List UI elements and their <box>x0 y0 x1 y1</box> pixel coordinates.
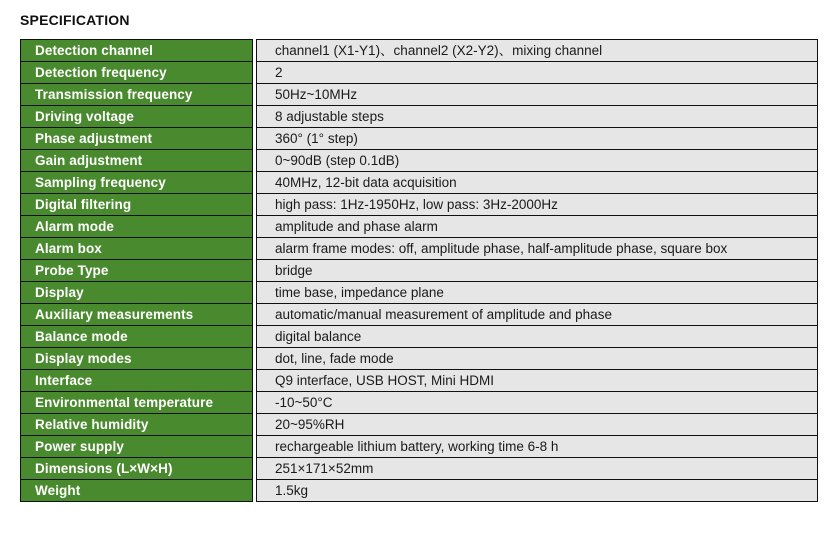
spec-label: Detection channel <box>21 40 253 62</box>
page-title: SPECIFICATION <box>20 12 130 28</box>
spec-table <box>20 39 818 502</box>
spec-value: 1.5kg <box>257 480 818 502</box>
spec-label: Gain adjustment <box>21 150 253 172</box>
spec-label: Environmental temperature <box>21 392 253 414</box>
table-row <box>21 260 818 282</box>
spec-label: Detection frequency <box>21 62 253 84</box>
spec-value: 8 adjustable steps <box>257 106 818 128</box>
spec-label: Power supply <box>21 436 253 458</box>
spec-label: Auxiliary measurements <box>21 304 253 326</box>
spec-value: 50Hz~10MHz <box>257 84 818 106</box>
spec-label: Balance mode <box>21 326 253 348</box>
table-row <box>21 106 818 128</box>
spec-label: Interface <box>21 370 253 392</box>
table-row <box>21 392 818 414</box>
spec-label: Weight <box>21 480 253 502</box>
spec-value: time base, impedance plane <box>257 282 818 304</box>
table-row <box>21 304 818 326</box>
spec-label: Alarm mode <box>21 216 253 238</box>
spec-label: Alarm box <box>21 238 253 260</box>
spec-value: bridge <box>257 260 818 282</box>
table-row <box>21 194 818 216</box>
table-row <box>21 150 818 172</box>
table-row <box>21 458 818 480</box>
spec-label: Dimensions (L×W×H) <box>21 458 253 480</box>
spec-label: Display <box>21 282 253 304</box>
spec-value: rechargeable lithium battery, working time 6-8 h <box>257 436 818 458</box>
spec-label: Transmission frequency <box>21 84 253 106</box>
spec-value: automatic/manual measurement of amplitude and phase <box>257 304 818 326</box>
spec-value: amplitude and phase alarm <box>257 216 818 238</box>
spec-label: Digital filtering <box>21 194 253 216</box>
spec-value: 0~90dB (step 0.1dB) <box>257 150 818 172</box>
spec-value: digital balance <box>257 326 818 348</box>
table-row <box>21 480 818 502</box>
spec-value: 360° (1° step) <box>257 128 818 150</box>
table-row <box>21 40 818 62</box>
table-row <box>21 436 818 458</box>
spec-value: alarm frame modes: off, amplitude phase, half-amplitude phase, square box <box>257 238 818 260</box>
spec-value: high pass: 1Hz-1950Hz, low pass: 3Hz-2000Hz <box>257 194 818 216</box>
table-row <box>21 216 818 238</box>
spec-label: Driving voltage <box>21 106 253 128</box>
spec-value: 20~95%RH <box>257 414 818 436</box>
spec-label: Display modes <box>21 348 253 370</box>
spec-label: Phase adjustment <box>21 128 253 150</box>
spec-value: 2 <box>257 62 818 84</box>
table-row <box>21 326 818 348</box>
table-row <box>21 84 818 106</box>
spec-value: 40MHz, 12-bit data acquisition <box>257 172 818 194</box>
spec-value: dot, line, fade mode <box>257 348 818 370</box>
spec-label: Relative humidity <box>21 414 253 436</box>
spec-value: -10~50°C <box>257 392 818 414</box>
spec-value: 251×171×52mm <box>257 458 818 480</box>
table-row <box>21 370 818 392</box>
spec-label: Probe Type <box>21 260 253 282</box>
table-row <box>21 348 818 370</box>
table-row <box>21 282 818 304</box>
table-row <box>21 62 818 84</box>
spec-label: Sampling frequency <box>21 172 253 194</box>
spec-value: channel1 (X1-Y1)、channel2 (X2-Y2)、mixing channel <box>257 40 818 62</box>
table-row <box>21 128 818 150</box>
table-row <box>21 172 818 194</box>
table-row <box>21 414 818 436</box>
spec-table-body <box>21 40 818 502</box>
spec-value: Q9 interface, USB HOST, Mini HDMI <box>257 370 818 392</box>
table-row <box>21 238 818 260</box>
